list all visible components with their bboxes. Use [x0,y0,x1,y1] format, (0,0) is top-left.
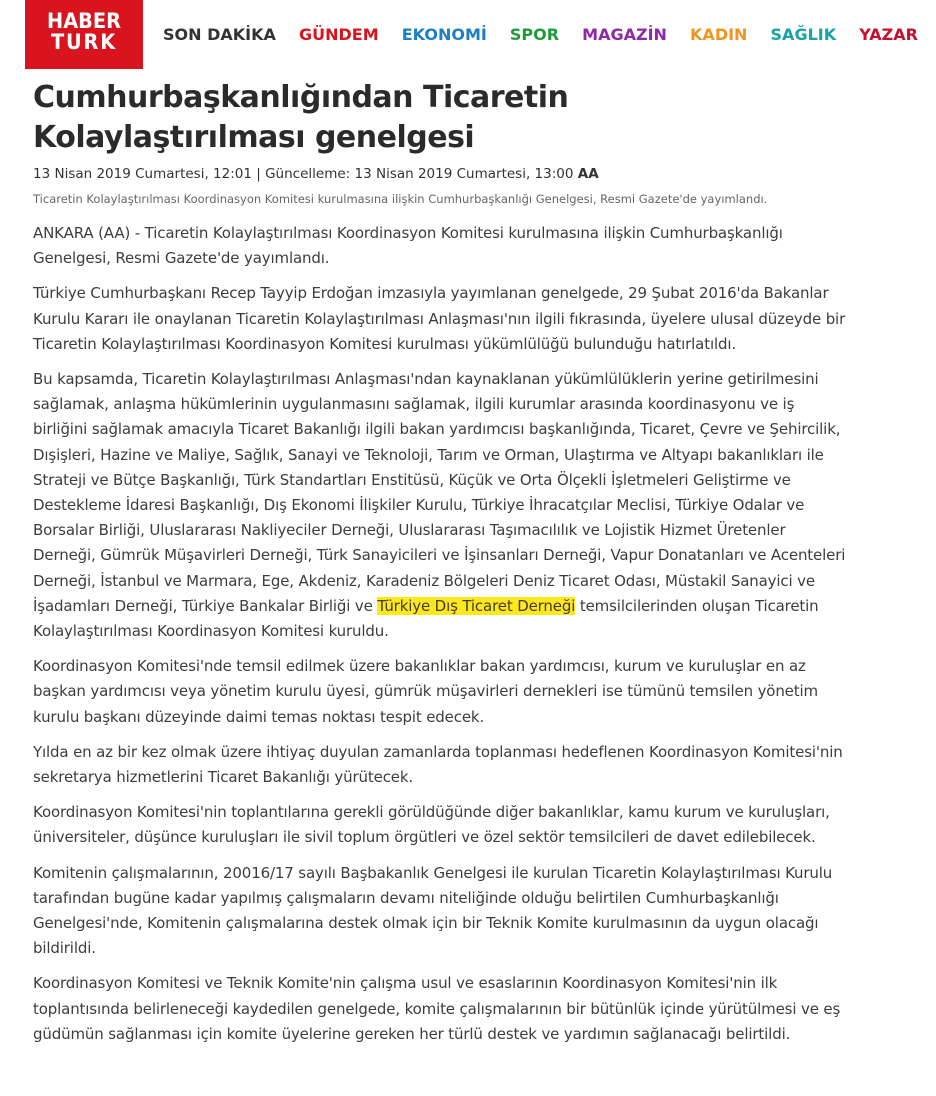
updated-date: Güncelleme: 13 Nisan 2019 Cumartesi, 13:00 [265,166,574,182]
paragraph-8: Koordinasyon Komitesi ve Teknik Komite'nin çalışma usul ve esaslarının Koordinasyon Komitesi'nin ilk toplantısında belirleneceği kaydedilen genelgede, komite çalışmalarının bir bütünlük içinde yürütülmesi ve eş güdümün sağlanması için komite üyelerine gereken her türlü destek ve yardımın sağlanacağı belirtildi. [33,974,841,1043]
nav-item-ekonomi[interactable]: EKONOMİ [401,25,487,44]
site-header [0,0,918,70]
paragraph-6: Koordinasyon Komitesi'nin toplantılarına gerekli görüldüğünde diğer bakanlıklar, kamu kurum ve kuruluşları, üniversiteler, düşünce kuruluşları ile sivil toplum örgütleri ve özel sektör temsilcileri de davet edilebilecek. [33,803,830,847]
meta-separator: | [251,166,266,182]
nav-item-son-dakika[interactable]: SON DAKİKA [163,25,276,44]
published-date: 13 Nisan 2019 Cumartesi, 12:01 [33,166,252,182]
nav-item-yazar[interactable]: YAZAR [859,25,918,44]
logo-line-1: HABER [47,9,121,33]
paragraph-3-text-a: Bu kapsamda, Ticaretin Kolaylaştırılması Anlaşması'ndan kaynaklanan yükümlülüklerin yerine getirilmesini sağlamak, anlaşma hükümlerinin uygulanmasını sağlamak, ilgili kurumlar arasında koordinasyonu ve iş birliğini sağlamak amacıyla Ticaret Bakanlığı ilgili bakan yardımcısı başkanlığında, Ticaret, Çevre ve Şehircilik, Dışişleri, Hazine ve Maliye, Sağlık, Sanayi ve Teknoloji, Tarım ve Orman, Ulaştırma ve Altyapı bakanlıkları ile Strateji ve Bütçe Başkanlığı, Türk Standartları Enstitüsü, Küçük ve Orta Ölçekli İşletmeleri Geliştirme ve Destekleme İdaresi Başkanlığı, Dış Ekonomi İlişkiler Kurulu, Türkiye İhracatçılar Meclisi, Türkiye Odalar ve Borsalar Birliği, Uluslararası Nakliyeciler Derneği, Uluslararası Taşımacılılık ve Lojistik Hizmet Üretenler Derneği, Gümrük Müşavirleri Derneği, Türk Sanayicileri ve İşinsanları Derneği, Vapur Donatanları ve Acenteleri Derneği, İstanbul ve Marmara, Ege, Akdeniz, Karadeniz Bölgeleri Deniz Ticaret Odası, Müstakil Sanayici ve İşadamları Derneği, Türkiye Bankalar Birliği ve [33,370,846,615]
article-spot: Ticaretin Kolaylaştırılması Koordinasyon Komitesi kurulmasına ilişkin Cumhurbaşkanlığı Genelgesi, Resmi Gazete'de yayımlandı. [33,192,768,206]
nav-item-magazin[interactable]: MAGAZİN [582,25,667,44]
paragraph-2: Türkiye Cumhurbaşkanı Recep Tayyip Erdoğan imzasıyla yayımlanan genelgede, 29 Şubat 2016'da Bakanlar Kurulu Kararı ile onaylanan Ticaretin Kolaylaştırılması Anlaşması'nın ilgili fıkrasında, üyelere ulusal düzeyde bir Ticaretin Kolaylaştırılması Koordinasyon Komitesi kurulması yükümlülüğü bulunduğu hatırlatıldı. [33,284,846,353]
haberturk-logo[interactable] [25,0,143,69]
paragraph-3 [33,367,847,644]
news-source[interactable]: AA [577,166,599,182]
main-nav [163,24,918,46]
article-body [33,221,847,1047]
paragraph-7: Komitenin çalışmalarının, 20016/17 sayılı Başbakanlık Genelgesi ile kurulan Ticaretin Kolaylaştırılması Kurulu tarafından bugüne kadar yapılmış çalışmaların devamı niteliğinde olduğu belirtilen Cumhurbaşkanlığı Genelgesi'nde, Komitenin çalışmalarına destek olmak için bir Teknik Komite kurulmasının da uygun olacağı bildirildi. [33,863,833,958]
nav-item-spor[interactable]: SPOR [509,25,560,44]
nav-item-saglik[interactable]: SAĞLIK [770,25,837,44]
paragraph-5: Yılda en az bir kez olmak üzere ihtiyaç duyulan zamanlarda toplanması hedeflenen Koordinasyon Komitesi'nin sekretarya hizmetlerini Ticaret Bakanlığı yürütecek. [33,742,843,787]
article [33,78,847,1057]
paragraph-3-text-b: temsilcilerinden oluşan Ticaretin Kolaylaştırılması Koordinasyon Komitesi kuruldu. [33,596,819,641]
article-title: Cumhurbaşkanlığından Ticaretin Kolaylaştırılması genelgesi [33,80,569,155]
highlighted-text[interactable]: Türkiye Dış Ticaret Derneği [377,596,576,615]
nav-item-gundem[interactable]: GÜNDEM [298,25,379,44]
article-meta [33,165,847,183]
paragraph-1: ANKARA (AA) - Ticaretin Kolaylaştırılması Koordinasyon Komitesi kurulmasına ilişkin Cumhurbaşkanlığı Genelgesi, Resmi Gazete'de yayımlandı. [33,224,783,268]
logo-line-2: TURK [50,30,118,54]
paragraph-4: Koordinasyon Komitesi'nde temsil edilmek üzere bakanlıklar bakan yardımcısı, kurum ve kuruluşlar en az başkan yardımcısı veya yönetim kurulu üyesi, gümrük müşavirleri dernekleri ise tümünü temsilen yönetim kurulu başkanı düzeyinde daimi temas noktası tespit edecek. [33,657,818,726]
nav-item-kadin[interactable]: KADIN [690,25,748,44]
